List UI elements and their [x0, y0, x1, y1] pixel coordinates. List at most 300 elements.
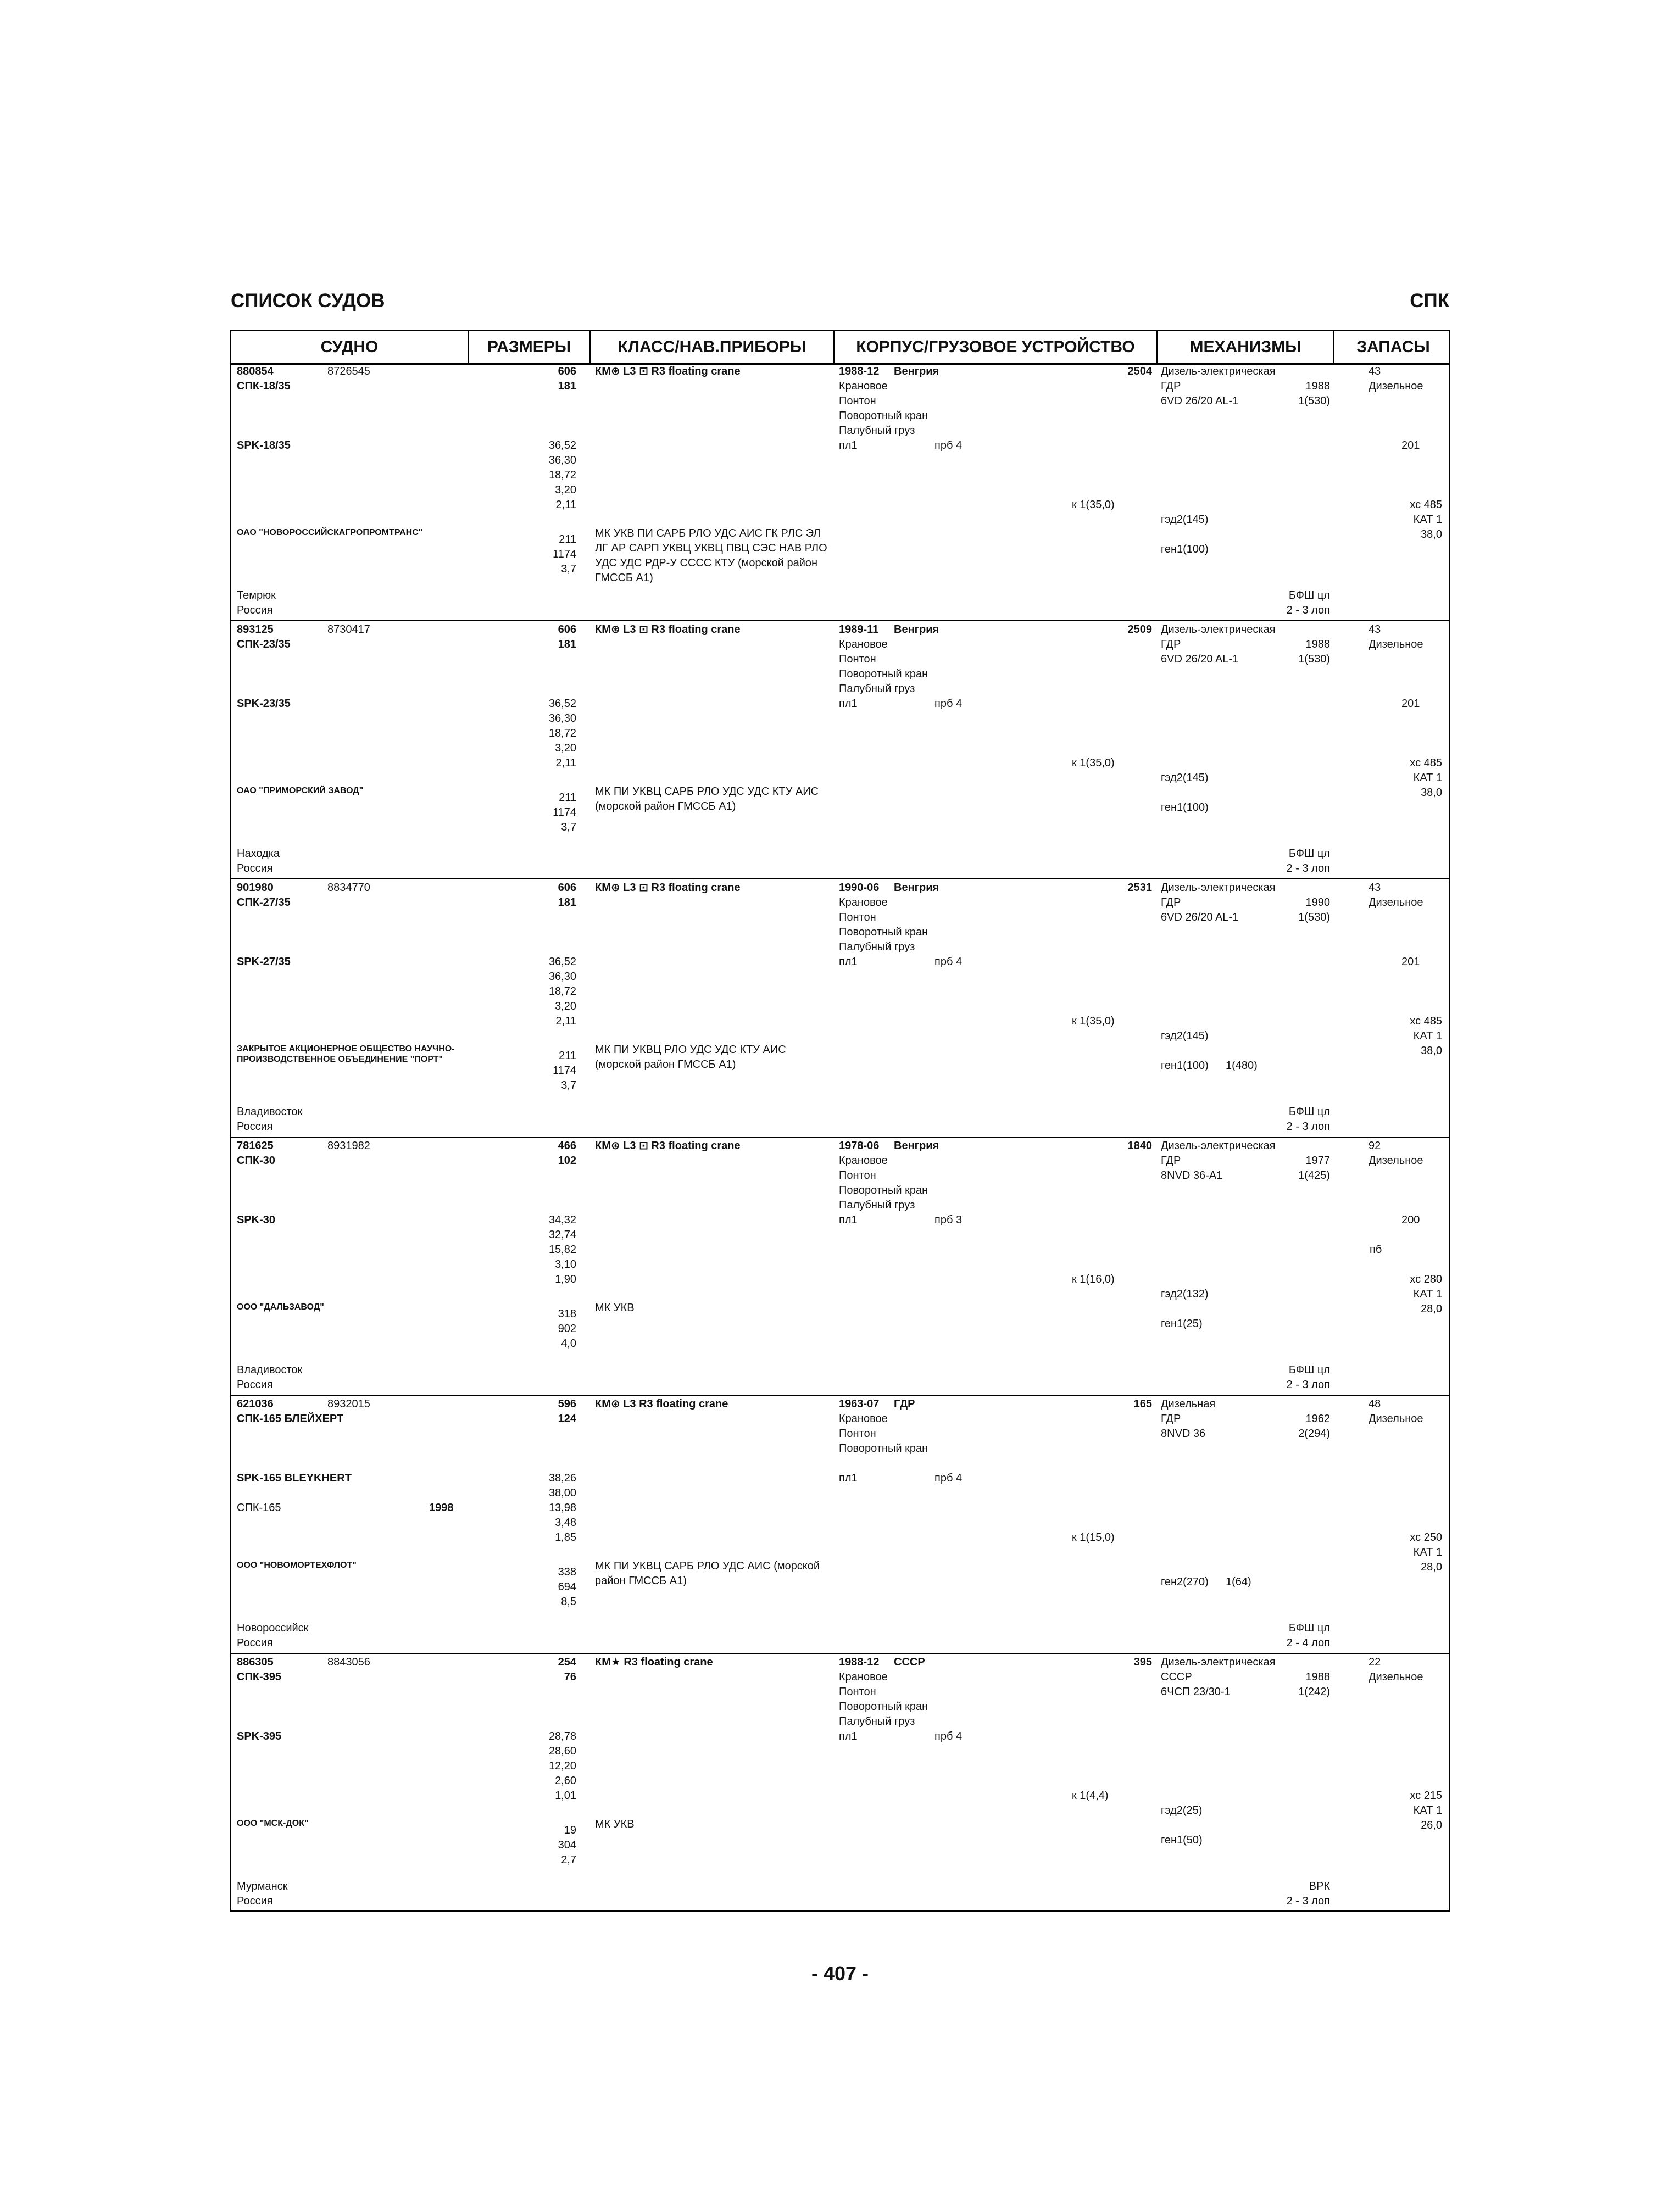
tonnage [532, 622, 576, 652]
country: Россия [237, 1379, 273, 1391]
hull-type-line: Крановое [839, 1413, 888, 1425]
dimensions-line: 38,26 [548, 1472, 576, 1484]
hull-type [839, 1154, 928, 1213]
fuel-extra: 201 [1401, 698, 1420, 710]
tonnage-line: 596 [558, 1398, 576, 1410]
engine-country: СССР [1161, 1671, 1192, 1683]
engine-country: ГДР [1161, 1413, 1181, 1425]
ship-name: СПК-30 [237, 1155, 275, 1167]
engine-type: Дизель-электрическая [1161, 623, 1276, 636]
builder-country: СССР [894, 1656, 925, 1668]
capacity-line: 318 [558, 1308, 576, 1320]
propulsion-motor: гэд2(25) [1161, 1804, 1203, 1817]
speed-class-line: 28,0 [1421, 1303, 1442, 1315]
registry-number: 893125 [237, 623, 274, 636]
bulkheads: прб 4 [934, 1472, 963, 1484]
speed-class-line: 38,0 [1421, 528, 1442, 541]
home-port: Владивосток [237, 1364, 303, 1376]
decks: пл1 [839, 1472, 858, 1484]
ship-record [231, 621, 1449, 879]
tonnage [532, 1139, 576, 1168]
class-notation: КМ⊛ L3 ⊡ R3 floating crane [595, 365, 741, 377]
decks: пл1 [839, 956, 858, 968]
fuel-type: Дизельное [1369, 638, 1423, 650]
hull-type-line: Понтон [839, 395, 876, 407]
column-header-ship: СУДНО [320, 338, 379, 356]
crane-capacity: к 1(35,0) [1072, 757, 1115, 769]
former-name: СПК-165 [237, 1502, 281, 1514]
bulkheads: прб 4 [934, 1730, 963, 1742]
tonnage-line: 181 [558, 638, 576, 650]
hull-type-line: Поворотный кран [839, 926, 928, 938]
hull-type-line: Поворотный кран [839, 410, 928, 422]
hull-type [839, 1412, 928, 1471]
ship-record [231, 1654, 1449, 1912]
tonnage-line: 606 [558, 882, 576, 894]
engine-country: ГДР [1161, 380, 1181, 392]
page-header-section: СПК [1410, 290, 1449, 311]
build-date: 1978-06 [839, 1140, 880, 1152]
engine-model: 6VD 26/20 AL-1 [1161, 395, 1239, 407]
engine-power: 1(530) [1298, 653, 1330, 665]
dimensions-line: 3,48 [555, 1517, 576, 1529]
engine-year: 1977 [1305, 1155, 1330, 1167]
builder-country: Венгрия [894, 365, 939, 377]
home-port: Темрюк [237, 589, 276, 601]
build-date: 1988-12 [839, 1656, 880, 1668]
speed-class [1410, 498, 1442, 542]
hull-type-line: Палубный груз [839, 425, 915, 437]
speed-class-line: 38,0 [1421, 787, 1442, 799]
registry-number: 901980 [237, 882, 274, 894]
ship-name: СПК-23/35 [237, 638, 291, 650]
ship-owner: ОАО "НОВОРОССИЙСКАГРОПРОМТРАНС" [237, 528, 423, 537]
capacity [532, 1049, 576, 1093]
speed-class-line: хс 280 [1410, 1273, 1442, 1285]
dimensions-line: 36,52 [548, 439, 576, 452]
capacity-line: 1174 [552, 548, 576, 560]
dimensions-line: 1,85 [555, 1531, 576, 1544]
build-date: 1990-06 [839, 882, 880, 894]
speed-class-line: КАТ 1 [1413, 1288, 1442, 1300]
imo-number: 8726545 [327, 365, 370, 377]
generator-aux: 1(64) [1226, 1576, 1251, 1588]
speed-class-line: хс 485 [1410, 1015, 1442, 1027]
fuel-amount: 43 [1369, 365, 1381, 377]
generator: ген2(270) [1161, 1576, 1209, 1588]
registry-number: 880854 [237, 365, 274, 377]
speed-class-line: хс 485 [1410, 499, 1442, 511]
capacity-line: 902 [558, 1323, 576, 1335]
engine-country: ГДР [1161, 638, 1181, 650]
decks: пл1 [839, 439, 858, 452]
nav-equipment: МК УКВ ПИ САРБ РЛО УДС АИС ГК РЛС ЭЛ ЛГ АР САРП УКВЦ УКВЦ ПВЦ СЭС НАВ РЛО УДС УДС РДР-У СССС КТУ (морской район ГМССБ А1) [595, 527, 827, 584]
capacity-line: 1174 [552, 806, 576, 818]
hull-type-line: Палубный груз [839, 683, 915, 695]
propulsion-motor: гэд2(132) [1161, 1288, 1209, 1300]
yard-number: 395 [1133, 1656, 1152, 1668]
ship-record [231, 1138, 1449, 1396]
engine-model: 6VD 26/20 AL-1 [1161, 653, 1239, 665]
capacity-line: 3,7 [561, 1079, 576, 1091]
speed-class-line: хс 485 [1410, 757, 1442, 769]
home-port: Новороссийск [237, 1622, 309, 1634]
dimensions [532, 1729, 576, 1803]
capacity-line: 211 [559, 1050, 576, 1062]
generator: ген1(50) [1161, 1834, 1203, 1846]
propeller-blades: 2 - 4 лоп [1286, 1637, 1330, 1649]
engine-model: 6ЧСП 23/30-1 [1161, 1686, 1231, 1698]
column-header-class: КЛАСС/НАВ.ПРИБОРЫ [618, 338, 806, 356]
speed-class [1410, 1789, 1442, 1833]
dimensions [532, 1213, 576, 1287]
fuel-amount: 22 [1369, 1656, 1381, 1668]
country: Россия [237, 1121, 273, 1133]
capacity [532, 1307, 576, 1351]
home-port: Находка [237, 848, 280, 860]
fuel-extra: 200 [1401, 1214, 1420, 1226]
build-date: 1989-11 [839, 623, 879, 636]
fuel-amount: 43 [1369, 882, 1381, 894]
bulkheads: прб 4 [934, 698, 963, 710]
speed-class-line: КАТ 1 [1413, 514, 1442, 526]
hull-type-line: Палубный груз [839, 1715, 915, 1728]
former-name-year: 1998 [429, 1502, 454, 1514]
crane-capacity: к 1(4,4) [1072, 1790, 1109, 1802]
hull-type-line: Крановое [839, 896, 888, 909]
dimensions [532, 697, 576, 771]
hull-type [839, 895, 928, 955]
hull-type-line: Поворотный кран [839, 1442, 928, 1455]
capacity-line: 211 [559, 533, 576, 545]
engine-year: 1990 [1305, 896, 1330, 909]
propeller-type: БФШ цл [1288, 1622, 1330, 1634]
imo-number: 8932015 [327, 1398, 370, 1410]
speed-class [1410, 1530, 1442, 1575]
dimensions [532, 1471, 576, 1545]
country: Россия [237, 862, 273, 874]
dimensions-line: 18,72 [548, 985, 576, 998]
speed-class-line: КАТ 1 [1413, 1804, 1442, 1817]
engine-power: 1(242) [1298, 1686, 1330, 1698]
dimensions-line: 36,30 [548, 971, 576, 983]
capacity-line: 4,0 [561, 1338, 576, 1350]
tonnage-line: 606 [558, 365, 576, 377]
speed-class-line: 38,0 [1421, 1045, 1442, 1057]
propeller-type: БФШ цл [1288, 589, 1330, 601]
hull-type-line [839, 1456, 928, 1471]
speed-class [1410, 1014, 1442, 1059]
dimensions-line: 28,60 [548, 1745, 576, 1757]
imo-number: 8834770 [327, 882, 370, 894]
speed-class-line: 26,0 [1421, 1819, 1442, 1831]
ship-owner: ООО "ДАЛЬЗАВОД" [237, 1302, 324, 1312]
hull-type-line: Крановое [839, 638, 888, 650]
fuel-amount: 92 [1369, 1140, 1381, 1152]
tonnage-line: 124 [558, 1413, 576, 1425]
propeller-blades: 2 - 3 лоп [1286, 1379, 1330, 1391]
dimensions-line: 12,20 [548, 1760, 576, 1772]
tonnage [532, 1655, 576, 1685]
ship-owner: ОАО "ПРИМОРСКИЙ ЗАВОД" [237, 786, 364, 795]
build-date: 1988-12 [839, 365, 880, 377]
propeller-type: БФШ цл [1288, 1364, 1330, 1376]
ship-name-latin: SPK-18/35 [237, 439, 291, 452]
generator: ген1(100) [1161, 1060, 1209, 1072]
dimensions-line: 13,98 [548, 1502, 576, 1514]
dimensions-line: 18,72 [548, 727, 576, 739]
capacity-line: 338 [558, 1566, 576, 1578]
speed-class-line: хс 250 [1410, 1531, 1442, 1544]
generator: ген1(100) [1161, 543, 1209, 555]
fuel-type: Дизельное [1369, 1413, 1423, 1425]
capacity [532, 1565, 576, 1609]
dimensions-line: 34,32 [548, 1214, 576, 1226]
dimensions-line: 1,90 [555, 1273, 576, 1285]
builder-country: Венгрия [894, 882, 939, 894]
fuel-extra: 201 [1401, 956, 1420, 968]
speed-class-line: КАТ 1 [1413, 772, 1442, 784]
builder-country: Венгрия [894, 623, 939, 636]
dimensions-line: 2,60 [555, 1775, 576, 1787]
fuel-type: Дизельное [1369, 1155, 1423, 1167]
tonnage [532, 881, 576, 910]
hull-type-line: Крановое [839, 380, 888, 392]
speed-class-line: КАТ 1 [1413, 1546, 1442, 1558]
engine-year: 1962 [1305, 1413, 1330, 1425]
ship-owner: ООО "НОВОМОРТЕХФЛОТ" [237, 1561, 357, 1570]
nav-equipment: МК ПИ УКВЦ САРБ РЛО УДС УДС КТУ АИС (морской район ГМССБ А1) [595, 786, 819, 812]
imo-number: 8843056 [327, 1656, 370, 1668]
generator: ген1(25) [1161, 1318, 1203, 1330]
country: Россия [237, 604, 273, 616]
fuel-type: Дизельное [1369, 896, 1423, 909]
propeller-blades: 2 - 3 лоп [1286, 604, 1330, 616]
ship-name-latin: SPK-165 BLEYKHERT [237, 1472, 352, 1484]
capacity-line: 19 [564, 1824, 576, 1836]
dimensions-line: 3,20 [555, 742, 576, 754]
column-header-supplies: ЗАПАСЫ [1356, 338, 1430, 356]
dimensions-line: 3,10 [555, 1258, 576, 1271]
nav-equipment: МК УКВ [595, 1818, 635, 1830]
decks: пл1 [839, 1730, 858, 1742]
dimensions-line: 1,01 [555, 1790, 576, 1802]
table-header [231, 331, 1449, 365]
tonnage-line: 181 [558, 380, 576, 392]
hull-type-line: Понтон [839, 911, 876, 923]
decks: пл1 [839, 1214, 858, 1226]
class-notation: КМ⊛ L3 ⊡ R3 floating crane [595, 623, 741, 636]
class-notation: КМ★ R3 floating crane [595, 1656, 713, 1668]
capacity-line: 304 [558, 1839, 576, 1851]
fuel-extra: 201 [1401, 439, 1420, 452]
tonnage-line: 606 [558, 623, 576, 636]
tonnage [532, 1397, 576, 1427]
yard-number: 2504 [1127, 365, 1152, 377]
build-date: 1963-07 [839, 1398, 880, 1410]
tonnage [532, 364, 576, 394]
tonnage-line: 254 [558, 1656, 576, 1668]
decks: пл1 [839, 698, 858, 710]
imo-number: 8730417 [327, 623, 370, 636]
capacity-line: 2,7 [561, 1854, 576, 1866]
ship-owner: ЗАКРЫТОЕ АКЦИОНЕРНОЕ ОБЩЕСТВО НАУЧНО-ПРОИЗВОДСТВЕННОЕ ОБЪЕДИНЕНИЕ "ПОРТ" [237, 1044, 455, 1064]
dimensions-line: 3,20 [555, 1000, 576, 1012]
engine-power: 1(425) [1298, 1169, 1330, 1182]
hull-type [839, 1670, 928, 1729]
dimensions-line: 28,78 [548, 1730, 576, 1742]
propulsion-motor: гэд2(145) [1161, 772, 1209, 784]
fuel-amount: 48 [1369, 1398, 1381, 1410]
builder-country: Венгрия [894, 1140, 939, 1152]
dimensions [532, 955, 576, 1029]
ship-name: СПК-395 [237, 1671, 282, 1683]
registry-number: 886305 [237, 1656, 274, 1668]
country: Россия [237, 1637, 273, 1649]
engine-model: 6VD 26/20 AL-1 [1161, 911, 1239, 923]
hull-type-line: Понтон [839, 1169, 876, 1182]
propeller-type: ВРК [1309, 1880, 1330, 1892]
hull-type-line: Понтон [839, 653, 876, 665]
speed-class [1410, 1272, 1442, 1317]
ship-name-latin: SPK-395 [237, 1730, 282, 1742]
tonnage-line: 76 [564, 1671, 576, 1683]
engine-type: Дизель-электрическая [1161, 1656, 1276, 1668]
yard-number: 2509 [1127, 623, 1152, 636]
ship-table [230, 330, 1450, 1912]
hull-type-line: Крановое [839, 1155, 888, 1167]
engine-type: Дизель-электрическая [1161, 882, 1276, 894]
ship-name-latin: SPK-23/35 [237, 698, 291, 710]
hull-type-line: Понтон [839, 1428, 876, 1440]
dimensions-line: 2,11 [555, 499, 576, 511]
nav-equipment: МК ПИ УКВЦ САРБ РЛО УДС АИС (морской район ГМССБ А1) [595, 1560, 820, 1587]
yard-number: 165 [1133, 1398, 1152, 1410]
fuel-type: Дизельное [1369, 380, 1423, 392]
generator-aux: 1(480) [1226, 1060, 1258, 1072]
propulsion-motor: гэд2(145) [1161, 1030, 1209, 1042]
hull-type-line: Крановое [839, 1671, 888, 1683]
speed-class-line: КАТ 1 [1413, 1030, 1442, 1042]
propeller-blades: 2 - 3 лоп [1286, 862, 1330, 874]
ship-name: СПК-27/35 [237, 896, 291, 909]
engine-country: ГДР [1161, 1155, 1181, 1167]
registry-number: 621036 [237, 1398, 274, 1410]
engine-power: 2(294) [1298, 1428, 1330, 1440]
ship-owner: ООО "МСК-ДОК" [237, 1819, 309, 1828]
dimensions-line: 2,11 [555, 1015, 576, 1027]
page-header-title: СПИСОК СУДОВ [231, 290, 385, 311]
builder-country: ГДР [894, 1398, 915, 1410]
propeller-type: БФШ цл [1288, 848, 1330, 860]
class-notation: КМ⊛ L3 R3 floating crane [595, 1398, 728, 1410]
class-notation: КМ⊛ L3 ⊡ R3 floating crane [595, 1140, 741, 1152]
crane-capacity: к 1(35,0) [1072, 1015, 1115, 1027]
hull-type [839, 379, 928, 438]
ship-name-latin: SPK-27/35 [237, 956, 291, 968]
capacity-line: 3,7 [561, 821, 576, 833]
capacity-line: 3,7 [561, 563, 576, 575]
hull-type-line: Поворотный кран [839, 1184, 928, 1196]
imo-number: 8931982 [327, 1140, 370, 1152]
speed-class-line: 28,0 [1421, 1561, 1442, 1573]
dimensions-line: 36,52 [548, 698, 576, 710]
speed-class [1410, 756, 1442, 800]
tonnage-line: 102 [558, 1155, 576, 1167]
ship-record [231, 879, 1449, 1138]
engine-type: Дизель-электрическая [1161, 365, 1276, 377]
engine-power: 1(530) [1298, 395, 1330, 407]
column-header-dimensions: РАЗМЕРЫ [487, 338, 571, 356]
nav-equipment: МК УКВ [595, 1302, 635, 1314]
ship-name-latin: SPK-30 [237, 1214, 276, 1226]
ship-record [231, 363, 1449, 621]
engine-type: Дизель-электрическая [1161, 1140, 1276, 1152]
crane-capacity: к 1(35,0) [1072, 499, 1115, 511]
engine-power: 1(530) [1298, 911, 1330, 923]
speed-class-line: хс 215 [1410, 1790, 1442, 1802]
engine-year: 1988 [1305, 638, 1330, 650]
tonnage-line: 181 [558, 896, 576, 909]
page-number: - 407 - [811, 1962, 869, 1985]
bulkheads: прб 3 [934, 1214, 963, 1226]
hull-type-line: Понтон [839, 1686, 876, 1698]
fuel-amount: 43 [1369, 623, 1381, 636]
dimensions-line: 38,00 [548, 1487, 576, 1499]
ship-name: СПК-18/35 [237, 380, 291, 392]
column-header-hull: КОРПУС/ГРУЗОВОЕ УСТРОЙСТВО [856, 338, 1135, 356]
capacity [532, 532, 576, 577]
fuel-note: пб [1370, 1244, 1382, 1256]
dimensions-line: 3,20 [555, 484, 576, 496]
capacity-line: 694 [558, 1581, 576, 1593]
engine-model: 8NVD 36 [1161, 1428, 1206, 1440]
tonnage-line: 466 [558, 1140, 576, 1152]
dimensions-line: 36,52 [548, 956, 576, 968]
bulkheads: прб 4 [934, 956, 963, 968]
column-header-machinery: МЕХАНИЗМЫ [1189, 338, 1301, 356]
capacity [532, 1823, 576, 1868]
ship-record [231, 1396, 1449, 1654]
capacity [532, 790, 576, 835]
dimensions-line: 2,11 [555, 757, 576, 769]
propeller-blades: 2 - 3 лоп [1286, 1121, 1330, 1133]
hull-type-line: Поворотный кран [839, 1701, 928, 1713]
hull-type-line: Палубный груз [839, 941, 915, 953]
home-port: Владивосток [237, 1106, 303, 1118]
engine-type: Дизельная [1161, 1398, 1216, 1410]
capacity-line: 211 [559, 792, 576, 804]
bulkheads: прб 4 [934, 439, 963, 452]
dimensions-line: 18,72 [548, 469, 576, 481]
engine-country: ГДР [1161, 896, 1181, 909]
fuel-type: Дизельное [1369, 1671, 1423, 1683]
generator: ген1(100) [1161, 801, 1209, 814]
engine-year: 1988 [1305, 1671, 1330, 1683]
dimensions [532, 438, 576, 512]
dimensions-line: 36,30 [548, 712, 576, 725]
dimensions-line: 15,82 [548, 1244, 576, 1256]
crane-capacity: к 1(15,0) [1072, 1531, 1115, 1544]
home-port: Мурманск [237, 1880, 288, 1892]
ship-name: СПК-165 БЛЕЙХЕРТ [237, 1413, 344, 1425]
registry-number: 781625 [237, 1140, 274, 1152]
yard-number: 2531 [1127, 882, 1152, 894]
engine-model: 8NVD 36-A1 [1161, 1169, 1223, 1182]
class-notation: КМ⊛ L3 ⊡ R3 floating crane [595, 882, 741, 894]
propulsion-motor: гэд2(145) [1161, 514, 1209, 526]
dimensions-line: 32,74 [548, 1229, 576, 1241]
